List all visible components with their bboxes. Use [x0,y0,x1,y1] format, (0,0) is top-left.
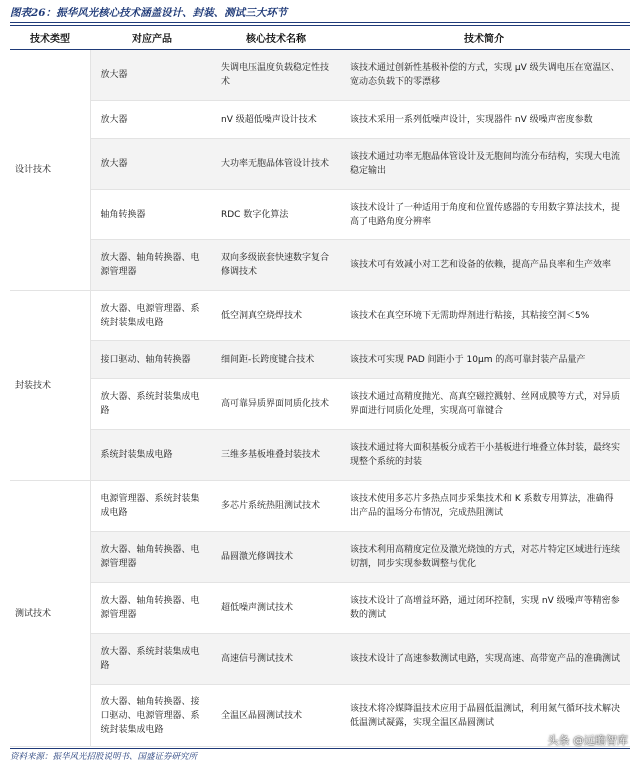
table-row [10,634,630,685]
product-cell: 轴角转换器 [90,190,214,240]
table-row [10,481,630,532]
tech-name-cell: 超低噪声测试技术 [214,583,338,634]
header-product: 对应产品 [90,26,214,50]
table-row [10,240,630,291]
table-row [10,430,630,481]
tech-desc-cell: 该技术在真空环境下无需助焊剂进行粘接，其粘接空洞＜5% [338,291,630,341]
product-cell: 放大器 [90,50,214,101]
tech-desc-cell: 该技术可实现 PAD 间距小于 10μm 的高可靠封装产品量产 [338,341,630,379]
tech-desc-cell: 该技术通过将大面积基板分成若干小基板进行堆叠立体封装，最终实现整个系统的封装 [338,430,630,481]
core-technology-table [10,25,630,747]
tech-desc-cell: 该技术可有效减小对工艺和设备的依赖，提高产品良率和生产效率 [338,240,630,291]
tech-name-cell: 低空洞真空烧焊技术 [214,291,338,341]
product-cell: 放大器、系统封装集成电路 [90,634,214,685]
header-tech-type: 技术类型 [10,26,90,50]
tech-desc-cell: 该技术将冷媒降温技术应用于晶圆低温测试，利用氮气循环技术解决低温测试凝露，实现全温区晶圆测试 [338,685,630,747]
product-cell: 放大器、轴角转换器、接口驱动、电源管理器、系统封装集成电路 [90,685,214,747]
category-design: 设计技术 [10,50,90,291]
table-header-row [10,26,630,50]
table-row [10,139,630,190]
product-cell: 电源管理器、系统封装集成电路 [90,481,214,532]
table-row [10,341,630,379]
tech-name-cell: 大功率无胞晶体管设计技术 [214,139,338,190]
category-packaging: 封装技术 [10,291,90,481]
table-row [10,190,630,240]
figure-title: 图表26：振华风光核心技术涵盖设计、封装、测试三大环节 [10,4,630,23]
table-row [10,532,630,583]
table-row [10,685,630,747]
product-cell: 系统封装集成电路 [90,430,214,481]
table-row [10,101,630,139]
header-tech-desc: 技术简介 [338,26,630,50]
product-cell: 放大器、轴角转换器、电源管理器 [90,532,214,583]
product-cell: 放大器 [90,101,214,139]
tech-desc-cell: 该技术设计了一种适用于角度和位置传感器的专用数字算法技术，提高了电路角度分辨率 [338,190,630,240]
table-row [10,50,630,101]
header-tech-name: 核心技术名称 [214,26,338,50]
tech-name-cell: 三维多基板堆叠封装技术 [214,430,338,481]
tech-name-cell: 全温区晶圆测试技术 [214,685,338,747]
tech-name-cell: nV 级超低噪声设计技术 [214,101,338,139]
tech-name-cell: 细间距-长跨度键合技术 [214,341,338,379]
watermark: 头条 @远瞻智库 [547,734,628,747]
product-cell: 放大器、轴角转换器、电源管理器 [90,583,214,634]
tech-desc-cell: 该技术采用一系列低噪声设计，实现器件 nV 级噪声密度参数 [338,101,630,139]
category-testing: 测试技术 [10,481,90,747]
product-cell: 放大器、系统封装集成电路 [90,379,214,430]
product-cell: 接口驱动、轴角转换器 [90,341,214,379]
tech-name-cell: 高速信号测试技术 [214,634,338,685]
tech-name-cell: 多芯片系统热阻测试技术 [214,481,338,532]
tech-desc-cell: 该技术通过功率无胞晶体管设计及无胞间均流分布结构，实现大电流稳定输出 [338,139,630,190]
tech-desc-cell: 该技术通过高精度抛光、高真空磁控溅射、丝网成膜等方式，对异质界面进行同质化处理，实现高可靠键合 [338,379,630,430]
table-row [10,379,630,430]
tech-desc-cell: 该技术使用多芯片多热点同步采集技术和 K 系数专用算法，准确得出产品的温场分布情况，完成热阻测试 [338,481,630,532]
tech-desc-cell: 该技术通过创新性基极补偿的方式，实现 μV 级失调电压在宽温区、宽动态负载下的零漂移 [338,50,630,101]
product-cell: 放大器、电源管理器、系统封装集成电路 [90,291,214,341]
tech-name-cell: 双向多级嵌套快速数字复合修调技术 [214,240,338,291]
tech-desc-cell: 该技术设计了高增益环路，通过闭环控制，实现 nV 级噪声等精密参数的测试 [338,583,630,634]
product-cell: 放大器 [90,139,214,190]
source-note: 资料来源：振华风光招股说明书、国盛证券研究所 [10,748,630,765]
table-row [10,291,630,341]
tech-name-cell: 晶圆激光修调技术 [214,532,338,583]
tech-desc-cell: 该技术设计了高速参数测试电路，实现高速、高带宽产品的准确测试 [338,634,630,685]
tech-desc-cell: 该技术利用高精度定位及激光烧蚀的方式，对芯片特定区域进行连续切割，同步实现参数调整与优化 [338,532,630,583]
tech-name-cell: RDC 数字化算法 [214,190,338,240]
tech-name-cell: 高可靠异质界面同质化技术 [214,379,338,430]
product-cell: 放大器、轴角转换器、电源管理器 [90,240,214,291]
table-row [10,583,630,634]
tech-name-cell: 失调电压温度负载稳定性技术 [214,50,338,101]
